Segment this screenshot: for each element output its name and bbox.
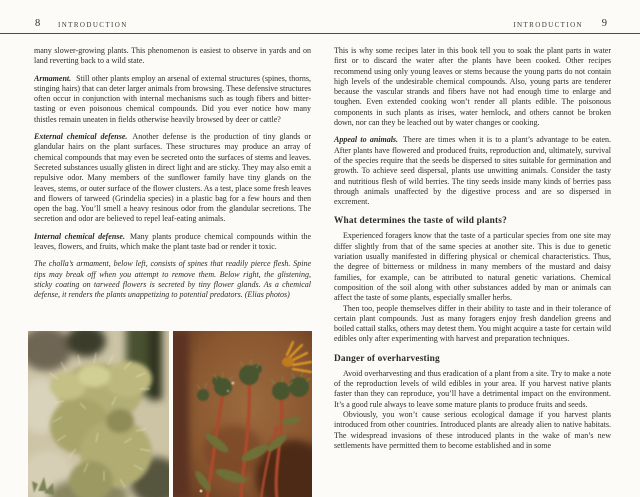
paragraph-lead: Armament. [34, 73, 72, 83]
paragraph-lead: Appeal to animals. [334, 135, 399, 145]
paragraph-text: Another defense is the production of tiny glands or glandular hairs on the plant surfaces. These structures may produce an array of chemical compounds that may even be secreted onto the surfaces of stems and leaves. Secreted substances usually glisten in direct light and are sticky. They may also emit a repulsive odor. Many members of the sunflower family have tiny glands on the leaves, stems, or outer surface of the flower clusters. As a test, place some fresh leaves and flowers of tarweed (Grindelia species) in a plastic bag for a few hours and then open the bag. You’ll smell a heavy resinous odor from the glandular secretions. The secretion and odor are believed to repel leaf-eating animals. [34, 132, 311, 224]
cholla-photo [28, 331, 169, 497]
photo-row [28, 331, 312, 497]
tarweed-photo [173, 331, 312, 497]
paragraph: Then too, people themselves differ in their ability to taste and in their tolerance of certain plant compounds. Just as many foragers enjoy fresh dandelion greens and boiled cattail stalks, others may detest them. You might acquire a taste for certain wild edibles only after experimenting with harvest and preparation techniques. [334, 303, 611, 344]
paragraph-lead: Internal chemical defense. [34, 231, 125, 241]
paragraph: Experienced foragers know that the taste of a particular species from one site may differ slightly from that of the same species at another site. This is due to genetic variation usually manifested in differing physical or chemical characteristics. Thus, the degree of bitterness or mildness in many members of the mustard and daisy families, for example, can be attributed to natural genetic variations. Chemical composition of the soil along with other substances added by man or animals can affect the taste of some plants, especially smaller herbs. [334, 231, 611, 303]
paragraph-text: many slower-growing plants. This phenomenon is easiest to observe in yards and on land reverting back to a wild state. [34, 46, 311, 66]
section-heading-overharvesting: Danger of overharvesting [334, 353, 440, 364]
highlight-droplet [200, 490, 203, 493]
paragraph-text: Many plants produce chemical compounds within the leaves, flowers, and fruits, which make the plant taste bad or render it toxic. [34, 231, 311, 252]
page-9-body [334, 46, 611, 451]
page-number-right: 9 [601, 18, 607, 29]
paragraph-appeal-to-animals [334, 135, 611, 207]
header-rule [0, 33, 640, 34]
paragraph: Avoid overharvesting and thus eradication of a plant from a site. Try to make a note of the reproduction levels of wild edibles in your area. If you harvest native plants faster than they can reproduce, you’ll have a detrimental impact on the environment. It’s a good rule always to leave some mature plants to produce fruits and seeds. [334, 368, 611, 409]
paragraph-text: There are times when it is to a plant’s advantage to be eaten. After plants have flowered and produced fruits, reproduction and, ultimately, survival of the species require that the seeds be dispersed to sites suitable for germination and growth. To achieve seed dispersal, plants use unwitting animals. Consider the tasty and nutritious flesh of wild berries. The tiny seeds inside many kinds of berries pass through animals unaffected by the digestive process and are so dispersed in excrement. [334, 135, 611, 207]
paragraph: Obviously, you won’t cause serious ecological damage if you harvest plants introduced from other countries. Introduced plants are already alien to native habitats. The widespread invasions of these introduced plants in the wake of man’s new settlements have permitted them to become established and in some [334, 409, 611, 450]
running-head-right: INTRODUCTION [513, 21, 583, 29]
paragraph-internal-defense [34, 232, 311, 253]
photo-caption: The cholla’s armament, below left, consists of spines that readily pierce flesh. Spine tips may break off when you attempt to remove them. Below right, the glistening, sticky coating on tarweed flowers is secreted by tiny flower glands. As a chemical defense, it renders the plants unappetizing to potential predators. (Elias photos) [34, 259, 311, 300]
paragraph-armament [34, 74, 311, 125]
page-number-left: 8 [35, 18, 41, 29]
paragraph-text: This is why some recipes later in this book tell you to soak the plant parts in water first or to discard the water after the plants have been cooked. Other recipes recommend using only young leaves or stems because the young parts do not contain high levels of the undesirable chemical compounds. Also, young parts are tenderer because the vascular strands and fibers have not had enough time to enlarge and toughen. Even extended cooking won’t render all plants edible. The poisonous components in such plants as irises, water hemlock, and others cannot be broken down, nor can they be leached out by water changes or cooking. [334, 46, 611, 128]
paragraph [34, 46, 311, 67]
section-heading-taste: What determines the taste of wild plants? [334, 216, 507, 227]
page-8-body [34, 46, 311, 308]
paragraph [334, 46, 611, 128]
paragraph-external-defense [34, 132, 311, 225]
running-head-left: INTRODUCTION [58, 21, 128, 29]
paragraph-lead: External chemical defense. [34, 132, 128, 142]
paragraph-text: Still other plants employ an arsenal of external structures (spines, thorns, stinging hairs) that can deter larger animals from browsing. These defensive structures often occur in conjunction with internal mechanisms such as tough fibers and bitter-tasting or even poisonous chemical compounds. Did you ever notice how many thistles remain uneaten in fields otherwise heavily browsed by deer or cattle? [34, 73, 311, 124]
